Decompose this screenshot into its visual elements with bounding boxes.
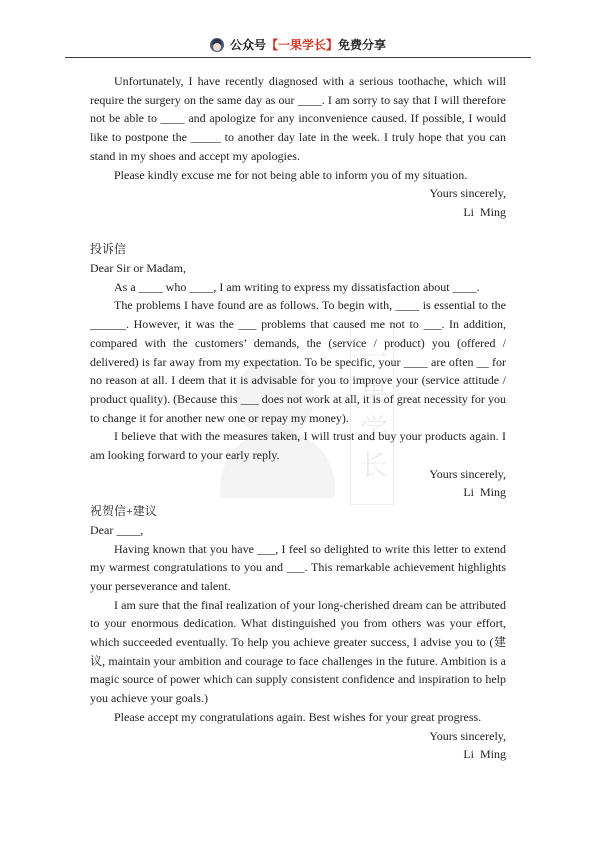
- header-divider: [65, 57, 531, 58]
- salutation: Dear Sir or Madam,: [90, 261, 186, 276]
- letter-heading: 祝贺信+建议: [90, 504, 157, 519]
- paragraph: The problems I have found are as follows. To begin with, ____ is essential to the ______. However, it was the ___ problems that caused me not to ___. In addition, compared with the customers’ demands, the (service / product) you (offered / delivered) is far away from my expectation. To be specific, your ____ are often __ for no reason at all. I deem that it is advisable for you to improve your (service attitude / product quality). (Because this ___ does not work at all, it is of great necessity for you to change it for another new one or repay my money).: [90, 298, 506, 425]
- blank-line: [90, 222, 506, 241]
- signature: Li Ming: [463, 485, 506, 500]
- signature: Li Ming: [463, 204, 506, 219]
- letter-congratulation: [90, 502, 506, 764]
- avatar-icon: [210, 38, 224, 52]
- paragraph: Unfortunately, I have recently diagnosed with a serious toothache, which will require the surgery on the same day as our ____. I am sorry to say that I will therefore not be able to ____ and apologize for any inconvenience caused. If possible, I would like to postpone the _____ to another day late in the week. I truly hope that you can stand in my shoes and accept my apologies.: [90, 74, 506, 163]
- letter-heading: 投诉信: [90, 242, 127, 257]
- closing: Yours sincerely,: [429, 186, 506, 201]
- header-prefix: 公众号: [229, 38, 266, 52]
- paragraph: Please accept my congratulations again. Best wishes for your great progress.: [114, 709, 482, 724]
- salutation: Dear ____,: [90, 522, 144, 537]
- page-header: [0, 37, 596, 53]
- avatar-face: [213, 43, 221, 51]
- letter-continued: [90, 72, 506, 222]
- paragraph: I am sure that the final realization of your long-cherished dream can be attributed to your enormous dedication. What distinguished you from others was your effort, which succeeded eventually. To help you achieve greater success, I advise you to (建议, maintain your ambition and courage to face challenges in the future. Ambition is a magic source of power which can supply consistent confidence and inspiration to help you achieve your goals.): [90, 597, 506, 706]
- closing: Yours sincerely,: [429, 728, 506, 743]
- header-suffix: 免费分享: [338, 38, 387, 52]
- closing: Yours sincerely,: [429, 466, 506, 481]
- signature: Li Ming: [463, 747, 506, 762]
- watermark-text: 一果学长: [350, 323, 394, 505]
- paragraph: As a ____ who ____, I am writing to express my dissatisfaction about ____.: [114, 279, 480, 294]
- paragraph: Having known that you have ___, I feel so delighted to write this letter to extend my warmest congratulations to you and ___. This remarkable achievement highlights your perseverance and talent.: [90, 541, 506, 593]
- letter-complaint: [90, 240, 506, 502]
- paragraph: Please kindly excuse me for not being able to inform you of my situation.: [114, 167, 468, 182]
- paragraph: I believe that with the measures taken, I will trust and buy your products again. I am looking forward to your early reply.: [90, 429, 506, 463]
- header-brand: 【一果学长】: [265, 38, 338, 52]
- document-body: [90, 72, 506, 764]
